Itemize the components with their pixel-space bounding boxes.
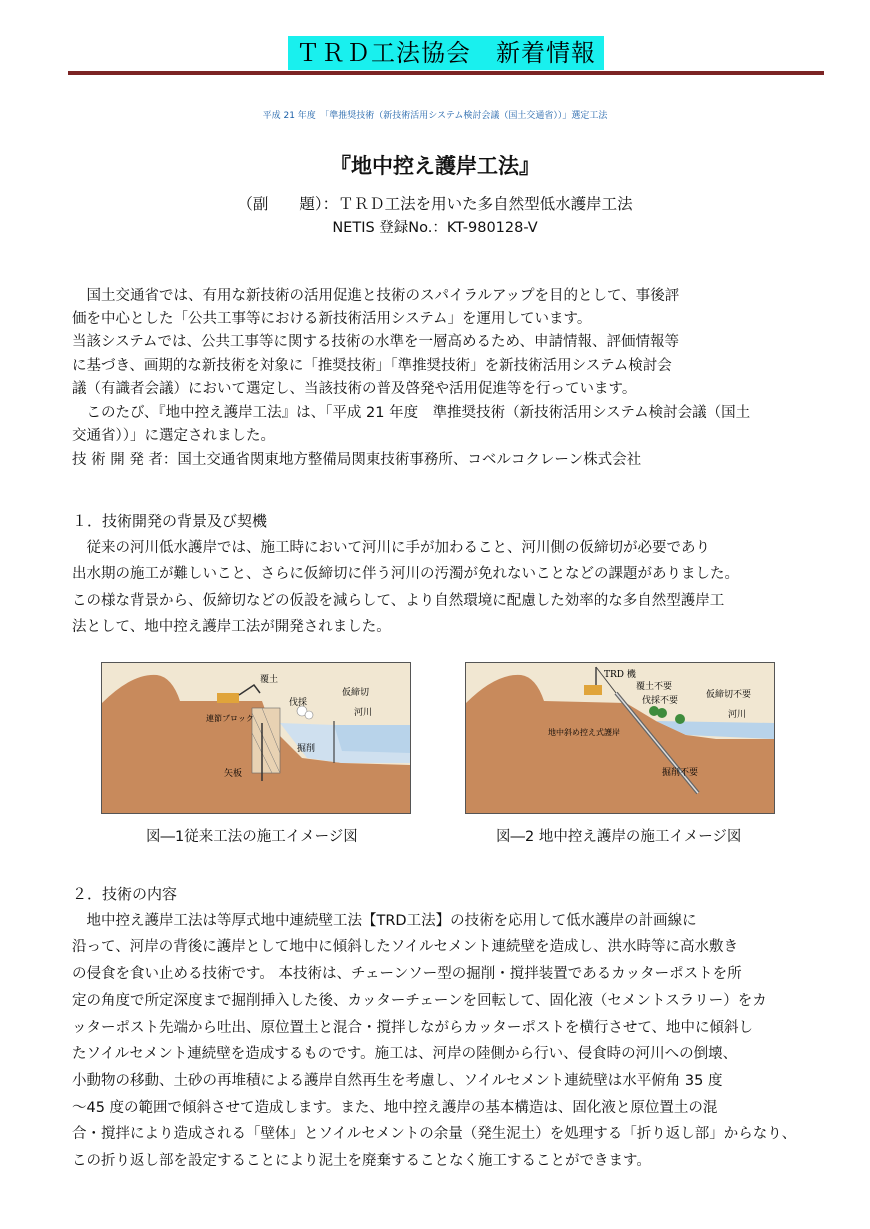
intro-line: このたび、『地中控え護岸工法』は、「平成 21 年度 準推奨技術（新技術活用システム検討会議（国土 bbox=[72, 405, 751, 421]
section1-line: この様な背景から、仮締切などの仮設を減らして、より自然環境に配慮した効率的な多自然型護岸工 bbox=[72, 593, 725, 609]
section2-line: 小動物の移動、土砂の再堆積による護岸自然再生を考慮し、ソイルセメント連続壁は水平俯角 35 度 bbox=[72, 1073, 723, 1089]
intro-line: 議（有識者会議）において選定し、当該技術の普及啓発や活用促進等を行っています。 bbox=[72, 381, 637, 397]
figure1-caption: 図―1従来工法の施工イメージ図 bbox=[146, 829, 358, 845]
section2-line: たソイルセメント連続壁を造成するものです。施工は、河岸の陸側から行い、侵食時の河川への倒壊、 bbox=[72, 1046, 738, 1062]
section2-line: の侵食を食い止める技術です。 本技術は、チェーンソー型の掘削・撹拌装置であるカッターポストを所 bbox=[72, 966, 742, 982]
label-block: 連節ブロック bbox=[206, 714, 254, 723]
label-kussaku-fuyo: 掘削不要 bbox=[662, 768, 699, 778]
developer-line: 技 術 開 発 者：国土交通省関東地方整備局関東技術事務所、コベルコクレーン株式会社 bbox=[72, 452, 642, 468]
label-fukudo: 覆土 bbox=[260, 675, 279, 685]
figure-conventional-method bbox=[101, 662, 411, 814]
subtitle: 平成 21 年度 「準推奨技術（新技術活用システム検討会議（国土交通省））」選定工法 bbox=[262, 111, 608, 121]
netis-number: NETIS 登録No.：KT-980128-V bbox=[332, 220, 538, 236]
label-karishimekiri: 仮締切 bbox=[342, 688, 370, 698]
label-karishimekiri-fuyo: 仮締切不要 bbox=[706, 690, 752, 700]
intro-line: 交通省））」に選定されました。 bbox=[72, 428, 275, 444]
section2-line: この折り返し部を設定することにより泥土を廃棄することなく施工することができます。 bbox=[72, 1153, 651, 1169]
label-kussaku: 掘削 bbox=[297, 744, 316, 754]
intro-line: に基づき、画期的な新技術を対象に「推奨技術」「準推奨技術」を新技術活用システム検討会 bbox=[72, 358, 672, 374]
section2-line: 沿って、河岸の背後に護岸として地中に傾斜したソイルセメント連続壁を造成し、洪水時等に高水敷き bbox=[72, 939, 738, 955]
label-fukudo-fuyo: 覆土不要 bbox=[636, 682, 673, 692]
section1-line: 従来の河川低水護岸では、施工時において河川に手が加わること、河川側の仮締切が必要であり bbox=[72, 540, 710, 556]
figure2-caption: 図―2 地中控え護岸の施工イメージ図 bbox=[496, 829, 742, 845]
header-title: ＴＲＤ工法協会 新着情報 bbox=[288, 36, 604, 70]
section2-line: 地中控え護岸工法は等厚式地中連続壁工法【TRD工法】の技術を応用して低水護岸の計画線に bbox=[72, 913, 697, 929]
figure-ground-anchor-method bbox=[465, 662, 775, 814]
intro-line: 価を中心とした「公共工事等における新技術活用システム」を運用しています。 bbox=[72, 311, 592, 327]
section2-line: ～45 度の範囲で傾斜させて造成します。また、地中控え護岸の基本構造は、固化液と原位置土の混 bbox=[72, 1100, 718, 1116]
label-yaita: 矢板 bbox=[224, 769, 243, 779]
section1-heading: １．技術開発の背景及び契機 bbox=[72, 512, 268, 530]
sub-title: （副 題）：ＴＲＤ工法を用いた多自然型低水護岸工法 bbox=[237, 195, 633, 213]
label-trd: TRD 機 bbox=[604, 670, 636, 680]
label-bassai: 伐採 bbox=[289, 698, 308, 708]
section2-line: 合・撹拌により造成される「壁体」とソイルセメントの余量（発生泥土）を処理する「折り返し部」からなり、 bbox=[72, 1126, 797, 1142]
label-gogan: 地中斜め控え式護岸 bbox=[548, 728, 620, 737]
section1-line: 出水期の施工が難しいこと、さらに仮締切に伴う河川の汚濁が免れないことなどの課題がありました。 bbox=[72, 566, 739, 582]
document-title: 『地中控え護岸工法』 bbox=[330, 154, 540, 178]
section2-line: 定の角度で所定深度まで掘削挿入した後、カッターチェーンを回転して、固化液（セメントスラリー）をカ bbox=[72, 993, 767, 1009]
label-bassai-fuyo: 伐採不要 bbox=[642, 696, 679, 706]
intro-line: 当該システムでは、公共工事等に関する技術の水準を一層高めるため、申請情報、評価情報等 bbox=[72, 334, 679, 350]
section1-line: 法として、地中控え護岸工法が開発されました。 bbox=[72, 619, 391, 635]
intro-line: 国土交通省では、有用な新技術の活用促進と技術のスパイラルアップを目的として、事後評 bbox=[72, 288, 680, 304]
label-kasen: 河川 bbox=[728, 710, 747, 720]
label-kasen: 河川 bbox=[354, 708, 373, 718]
header-rule bbox=[68, 71, 824, 75]
section2-line: ッターポスト先端から吐出、原位置土と混合・撹拌しながらカッターポストを横行させて、地中に傾斜し bbox=[72, 1020, 754, 1036]
section2-heading: ２．技術の内容 bbox=[72, 885, 178, 903]
